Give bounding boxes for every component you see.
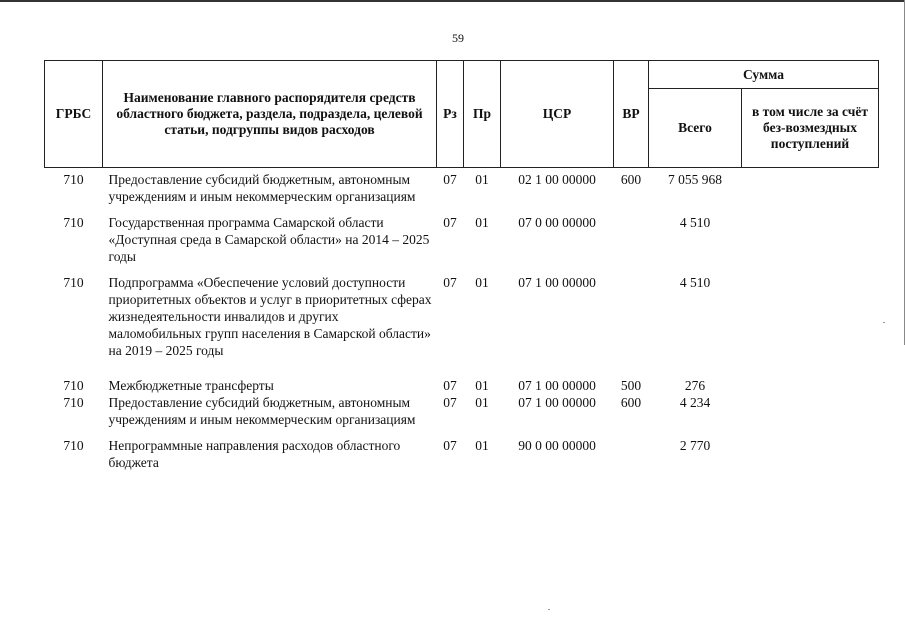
cell-rz: 07 xyxy=(443,171,457,187)
cell-pr: 01 xyxy=(475,214,489,230)
cell-vr xyxy=(614,274,649,377)
cell-grbs: 710 xyxy=(63,171,84,187)
page-number: 59 xyxy=(452,31,464,45)
cell-csr: 07 0 00 00000 xyxy=(518,214,596,230)
table-row xyxy=(45,171,879,214)
table-body xyxy=(45,168,879,480)
cell-name: Предоставление субсидий бюджетным, автономным учреждениям и иным некоммерческим организациям xyxy=(108,394,416,427)
cell-name: Государственная программа Самарской области «Доступная среда в Самарской области» на 2014 – 2025 годы xyxy=(108,214,430,264)
header-pr: Пр xyxy=(464,61,501,168)
cell-rz: 07 xyxy=(443,214,457,230)
budget-table xyxy=(44,60,879,480)
scan-speck xyxy=(548,609,550,610)
cell-gratuitous xyxy=(742,437,879,480)
cell-rz: 07 xyxy=(443,377,457,393)
table-header xyxy=(45,61,879,168)
header-total: Всего xyxy=(649,89,742,168)
cell-pr: 01 xyxy=(475,437,489,453)
header-name: Наименование главного распорядителя средств областного бюджета, раздела, подраздела, целевой статьи, подгруппы видов расходов xyxy=(103,61,437,168)
cell-grbs: 710 xyxy=(63,274,84,290)
cell-grbs: 710 xyxy=(63,214,84,230)
header-rz: Рз xyxy=(437,61,464,168)
cell-vr: 600 xyxy=(620,394,642,410)
cell-csr: 07 1 00 00000 xyxy=(518,274,596,290)
cell-vr xyxy=(614,214,649,274)
cell-csr: 90 0 00 00000 xyxy=(518,437,596,453)
cell-rz: 07 xyxy=(443,437,457,453)
cell-csr: 02 1 00 00000 xyxy=(518,171,596,187)
cell-total: 4 510 xyxy=(679,274,711,290)
cell-rz: 07 xyxy=(443,394,457,410)
cell-vr: 500 xyxy=(620,377,642,393)
table-row xyxy=(45,214,879,274)
cell-name: Предоставление субсидий бюджетным, автономным учреждениям и иным некоммерческим организациям xyxy=(108,171,416,204)
header-vr: ВР xyxy=(614,61,649,168)
cell-gratuitous xyxy=(742,394,879,437)
cell-gratuitous xyxy=(742,214,879,274)
header-sum: Сумма xyxy=(649,61,879,89)
table-row xyxy=(45,377,879,394)
header-csr: ЦСР xyxy=(501,61,614,168)
cell-csr: 07 1 00 00000 xyxy=(518,377,596,393)
cell-vr xyxy=(614,437,649,480)
cell-grbs: 710 xyxy=(63,377,84,393)
cell-name: Межбюджетные трансферты xyxy=(108,377,274,393)
cell-total: 2 770 xyxy=(679,437,711,453)
cell-pr: 01 xyxy=(475,171,489,187)
cell-name: Подпрограмма «Обеспечение условий доступности приоритетных объектов и услуг в приоритетных сферах жизнедеятельности инвалидов и других маломобильных групп населения в Самарской области» на 2019 – 2025 годы xyxy=(108,274,432,358)
cell-total: 276 xyxy=(684,377,706,393)
cell-rz: 07 xyxy=(443,274,457,290)
cell-name: Непрограммные направления расходов областного бюджета xyxy=(108,437,401,470)
header-grbs: ГРБС xyxy=(45,61,103,168)
scan-speck xyxy=(883,322,885,323)
cell-total: 7 055 968 xyxy=(668,171,722,187)
header-gratuitous: в том числе за счёт без-возмездных поступлений xyxy=(742,89,879,168)
cell-gratuitous xyxy=(742,171,879,214)
cell-total: 4 510 xyxy=(679,214,711,230)
cell-pr: 01 xyxy=(475,274,489,290)
cell-gratuitous xyxy=(742,377,879,394)
table-row xyxy=(45,437,879,480)
cell-gratuitous xyxy=(742,274,879,377)
cell-pr: 01 xyxy=(475,394,489,410)
cell-total: 4 234 xyxy=(679,394,711,410)
scan-top-border xyxy=(0,0,905,2)
cell-pr: 01 xyxy=(475,377,489,393)
cell-grbs: 710 xyxy=(63,394,84,410)
cell-grbs: 710 xyxy=(63,437,84,453)
cell-vr: 600 xyxy=(620,171,642,187)
table-row xyxy=(45,274,879,377)
table-row xyxy=(45,394,879,437)
cell-csr: 07 1 00 00000 xyxy=(518,394,596,410)
